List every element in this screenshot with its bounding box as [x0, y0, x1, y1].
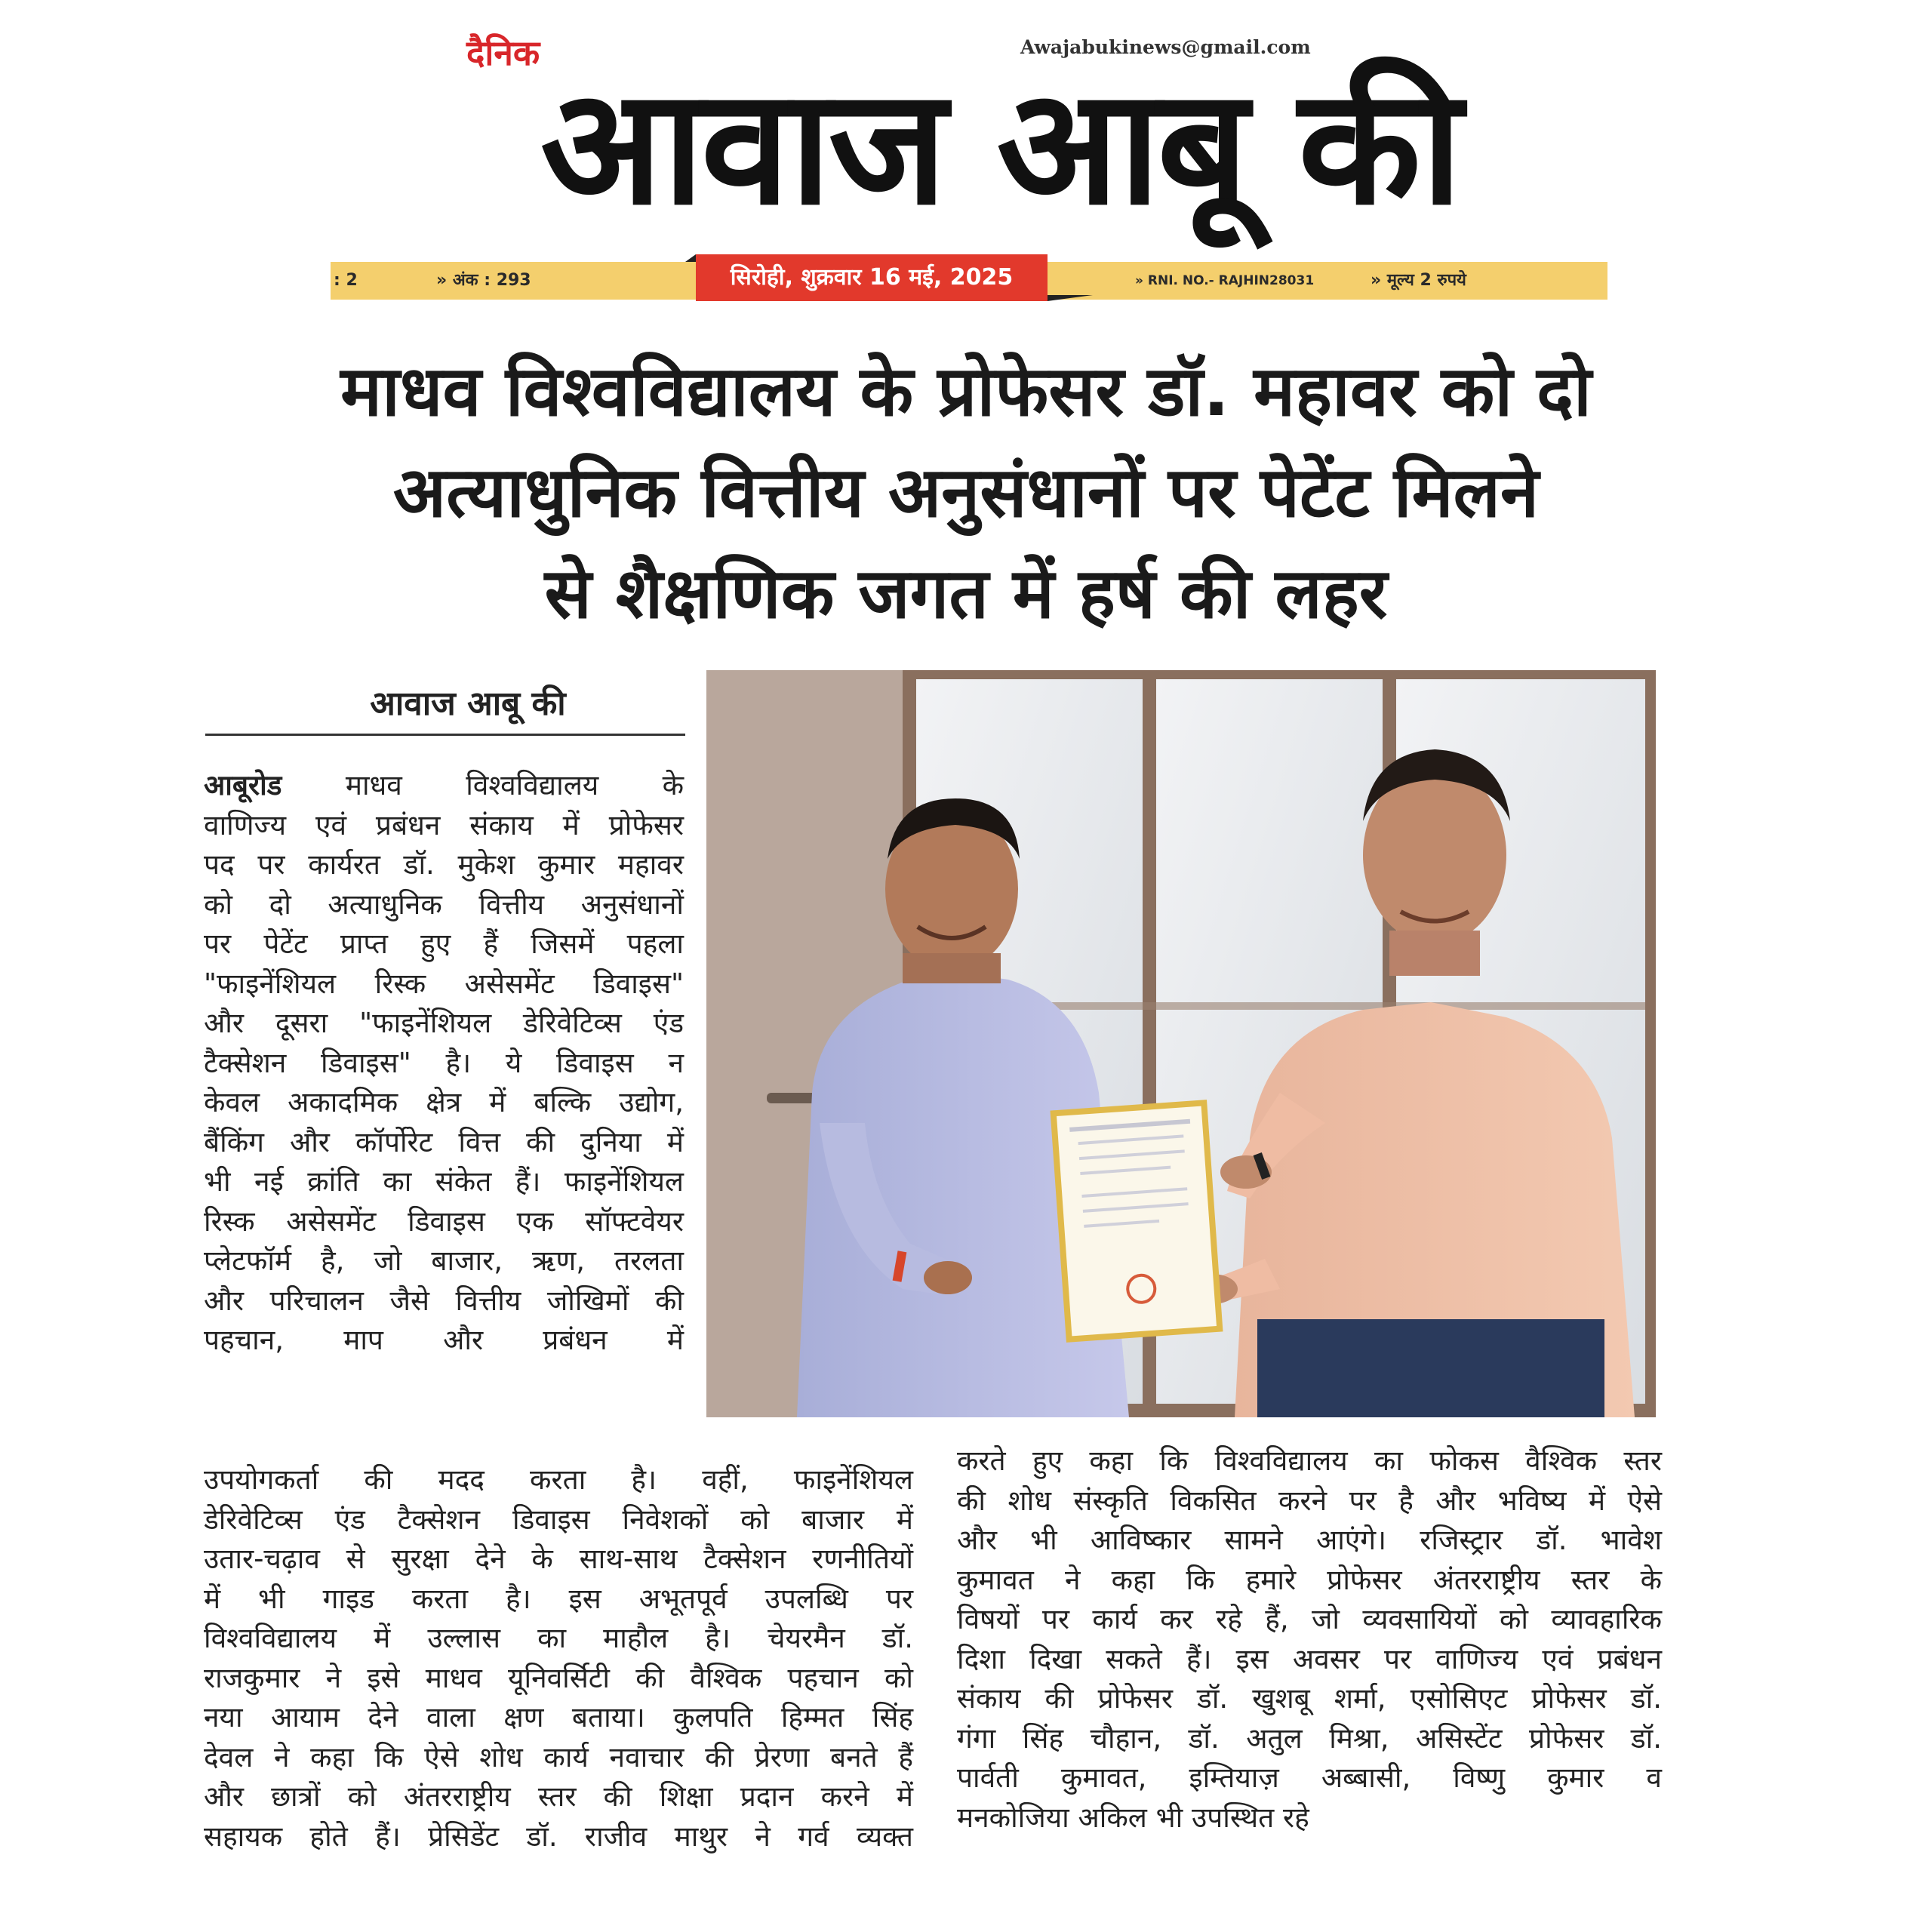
- article-line: पार्वती कुमावत, इम्तियाज़ अब्बासी, विष्णु कुमार व: [957, 1761, 1662, 1794]
- byline-rule: [205, 734, 685, 736]
- headline: [121, 341, 1811, 645]
- photo-illustration: [706, 670, 1656, 1417]
- article-line: सहायक होते हैं। प्रेसिडेंट डॉ. राजीव माथुर ने गर्व व्यक्त: [204, 1820, 913, 1853]
- article-line: कुमावत ने कहा कि हमारे प्रोफेसर अंतरराष्ट्रीय स्तर के: [957, 1563, 1662, 1596]
- article-line: प्लेटफॉर्म है, जो बाजार, ऋण, तरलता: [204, 1244, 684, 1277]
- article-line: और भी आविष्कार सामने आएंगे। रजिस्ट्रार डॉ. भावेश: [957, 1524, 1662, 1556]
- article-line: बैंकिंग और कॉर्पोरेट वित्त की दुनिया में: [204, 1125, 684, 1158]
- article-line: मनकोजिया अकिल भी उपस्थित रहे: [957, 1801, 1309, 1834]
- article-line: और परिचालन जैसे वित्तीय जोखिमों की: [204, 1284, 684, 1317]
- article-line: राजकुमार ने इसे माधव यूनिवर्सिटी की वैश्विक पहचान को: [204, 1661, 913, 1694]
- masthead-title: आवाज आबू की: [540, 54, 1460, 240]
- article-line: संकाय की प्रोफेसर डॉ. खुशबू शर्मा, एसोसिएट प्रोफेसर डॉ.: [957, 1682, 1662, 1715]
- article-line: नया आयाम देने वाला क्षण बताया। कुलपति हिम्मत सिंह: [204, 1701, 913, 1734]
- article-line: पर पेटेंट प्राप्त हुए हैं जिसमें पहला: [204, 928, 684, 960]
- masthead-email: Awajabukinews@gmail.com: [1020, 36, 1311, 58]
- date-tab-right: [1048, 295, 1093, 301]
- article-line: उपयोगकर्ता की मदद करता है। वहीं, फाइनेंशियल: [204, 1463, 913, 1496]
- article-column-2: [957, 1441, 1662, 1838]
- article-column-1-continued: [204, 1460, 913, 1857]
- masthead-dainik: दैनिक: [466, 32, 540, 73]
- article-line: भी नई क्रांति का संकेत हैं। फाइनेंशियल: [204, 1165, 684, 1198]
- headline-line-1: माधव विश्वविद्यालय के प्रोफेसर डॉ. महावर को दो: [340, 351, 1592, 432]
- headline-line-2: अत्याधुनिक वित्तीय अनुसंधानों पर पेटेंट मिलने: [392, 452, 1540, 533]
- article-line: टैक्सेशन डिवाइस" है। ये डिवाइस न: [204, 1046, 684, 1079]
- article-line: गंगा सिंह चौहान, डॉ. अतुल मिश्रा, असिस्टेंट प्रोफेसर डॉ.: [957, 1721, 1662, 1755]
- article-line: पद पर कार्यरत डॉ. मुकेश कुमार महावर: [204, 848, 684, 881]
- article-line: उतार-चढ़ाव से सुरक्षा देने के साथ-साथ टैक्सेशन रणनीतियों: [204, 1543, 913, 1575]
- article-line: डेरिवेटिव्स एंड टैक्सेशन डिवाइस निवेशकों को बाजार में: [204, 1503, 913, 1536]
- headline-line-3: से शैक्षणिक जगत में हर्ष की लहर: [544, 553, 1388, 634]
- date-tab-left: [685, 254, 696, 262]
- article-line: रिस्क असेसमेंट डिवाइस एक सॉफ्टवेयर: [204, 1204, 684, 1238]
- article-line: देवल ने कहा कि ऐसे शोध कार्य नवाचार की प्रेरणा बनते हैं: [204, 1740, 913, 1774]
- article-line: विषयों पर कार्य कर रहे हैं, जो व्यवसायियों को व्यावहारिक: [957, 1603, 1662, 1635]
- article-line: पहचान, माप और प्रबंधन में: [204, 1324, 684, 1356]
- article-line: वाणिज्य एवं प्रबंधन संकाय में प्रोफेसर: [204, 808, 684, 841]
- strip-issue: » अंक : 293: [436, 271, 531, 290]
- byline: आवाज आबू की: [370, 685, 566, 723]
- strip-rni: » RNI. NO.- RAJHIN28031: [1135, 273, 1315, 288]
- strip-price: » मूल्य 2 रुपये: [1371, 271, 1466, 290]
- article-line: और दूसरा "फाइनेंशियल डेरिवेटिव्स एंड: [204, 1007, 684, 1039]
- article-line: को दो अत्याधुनिक वित्तीय अनुसंधानों: [204, 888, 684, 921]
- article-line: विश्वविद्यालय में उल्लास का माहौल है। चेयरमैन डॉ.: [204, 1622, 913, 1654]
- masthead-strip: [331, 262, 1607, 300]
- article-line: आबूरोड माधव विश्वविद्यालय के: [204, 769, 684, 801]
- strip-date: सिरोही, शुक्रवार 16 मई, 2025: [696, 254, 1048, 301]
- news-photo: [706, 670, 1656, 1417]
- article-line: "फाइनेंशियल रिस्क असेसमेंट डिवाइस": [204, 967, 684, 1000]
- article-column-1: [204, 766, 684, 1361]
- article-line: करते हुए कहा कि विश्वविद्यालय का फोकस वैश्विक स्तर: [957, 1444, 1662, 1477]
- certificate: [1054, 1103, 1220, 1339]
- dateline: आबूरोड: [204, 769, 282, 801]
- article-line: में भी गाइड करता है। इस अभूतपूर्व उपलब्धि पर: [204, 1582, 913, 1615]
- article-line: की शोध संस्कृति विकसित करने पर है और भविष्य में ऐसे: [957, 1484, 1662, 1517]
- strip-page: : 2: [334, 271, 358, 290]
- article-line: केवल अकादमिक क्षेत्र में बल्कि उद्योग,: [204, 1086, 684, 1118]
- article-line: दिशा दिखा सकते हैं। इस अवसर पर वाणिज्य एवं प्रबंधन: [957, 1642, 1662, 1675]
- article-line: और छात्रों को अंतरराष्ट्रीय स्तर की शिक्षा प्रदान करने में: [204, 1780, 913, 1813]
